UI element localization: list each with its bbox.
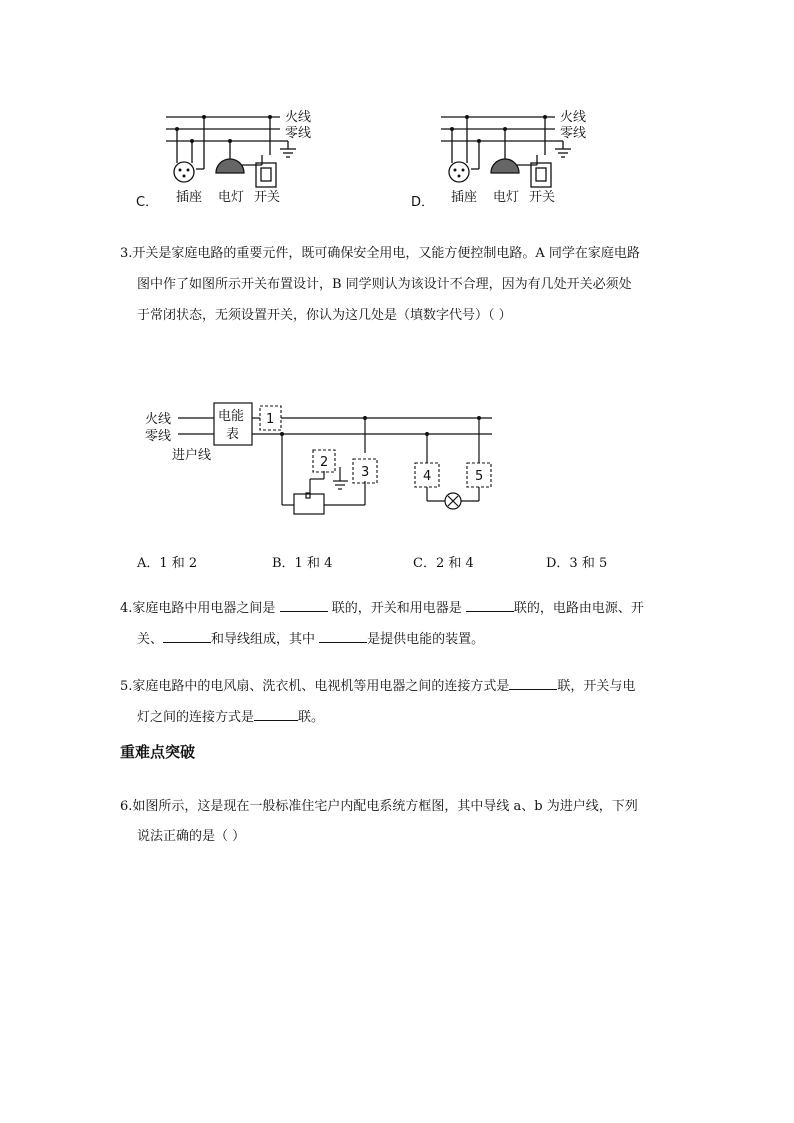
q5-blank-2[interactable] bbox=[254, 709, 298, 721]
q5-part-4: 联。 bbox=[298, 710, 325, 725]
q4-blank-1[interactable] bbox=[280, 600, 328, 612]
q5-part-3: 灯之间的连接方式是 bbox=[137, 710, 255, 725]
figure-c-letter: C． bbox=[136, 195, 159, 210]
option-b: B．1 和 4 bbox=[272, 556, 333, 571]
figure-c-lamp-label: 电灯 bbox=[218, 190, 245, 205]
q4-blank-2[interactable] bbox=[466, 600, 514, 612]
box-1-label: 1 bbox=[266, 412, 275, 427]
figure-d-neutral-label: 零线 bbox=[560, 126, 587, 141]
box-2-label: 2 bbox=[320, 455, 329, 470]
q4-part-1: 4.家庭电路中用电器之间是 bbox=[120, 601, 276, 616]
question-4-line-1 bbox=[120, 597, 644, 616]
figure-d-wiring-diagram bbox=[405, 105, 605, 210]
figure-c-live-label: 火线 bbox=[285, 110, 312, 125]
q4-blank-3[interactable] bbox=[163, 631, 211, 643]
question-5-line-2 bbox=[137, 706, 324, 725]
figure-c-socket-label: 插座 bbox=[176, 190, 203, 205]
option-a: A．1 和 2 bbox=[137, 556, 198, 571]
q4-part-3: 联的，电路由电源、开 bbox=[513, 601, 644, 616]
q4-blank-4[interactable] bbox=[319, 631, 367, 643]
figure-d-switch-label: 开关 bbox=[529, 190, 556, 205]
circuit-neutral-label: 零线 bbox=[145, 429, 172, 444]
q5-blank-1[interactable] bbox=[509, 678, 557, 690]
circuit-entry-label: 进户线 bbox=[172, 448, 212, 463]
question-3-line-2: 图中作了如图所示开关布置设计，B 同学则认为该设计不合理，因为有几处开关必须处 bbox=[137, 277, 632, 292]
option-c: C．2 和 4 bbox=[413, 556, 474, 571]
q4-part-6: 是提供电能的装置。 bbox=[367, 632, 485, 647]
figure-d-live-label: 火线 bbox=[560, 110, 587, 125]
figure-c-wiring-diagram bbox=[130, 105, 330, 210]
meter-label-bottom: 表 bbox=[226, 427, 240, 442]
household-circuit-diagram bbox=[140, 395, 520, 525]
q5-part-1: 5.家庭电路中的电风扇、洗衣机、电视机等用电器之间的连接方式是 bbox=[120, 679, 510, 694]
section-heading: 重难点突破 bbox=[120, 743, 196, 761]
question-5-line-1 bbox=[120, 675, 635, 694]
figure-d-socket-label: 插座 bbox=[451, 190, 478, 205]
box-5-label: 5 bbox=[475, 469, 484, 484]
question-3-line-1: 3.开关是家庭电路的重要元件，既可确保安全用电，又能方便控制电路。A 同学在家庭电路 bbox=[120, 246, 640, 261]
circuit-live-label: 火线 bbox=[145, 412, 172, 427]
q4-part-4: 关、 bbox=[137, 632, 164, 647]
question-6-line-1: 6.如图所示，这是现在一般标准住宅户内配电系统方框图，其中导线 a、b 为进户线，下列 bbox=[120, 799, 638, 814]
q4-part-2: 联的，开关和用电器是 bbox=[331, 601, 462, 616]
box-3-label: 3 bbox=[361, 465, 370, 480]
figure-d-lamp-label: 电灯 bbox=[493, 190, 520, 205]
question-6-line-2: 说法正确的是（ ） bbox=[137, 829, 246, 844]
q4-part-5: 和导线组成，其中 bbox=[211, 632, 316, 647]
meter-label-top: 电能 bbox=[218, 409, 245, 424]
option-d: D．3 和 5 bbox=[546, 556, 608, 571]
question-4-line-2 bbox=[137, 628, 484, 647]
figure-c-neutral-label: 零线 bbox=[285, 126, 312, 141]
figure-d-letter: D． bbox=[411, 195, 435, 210]
question-3-line-3: 于常闭状态，无须设置开关，你认为这几处是（填数字代号）（ ） bbox=[137, 308, 512, 323]
q5-part-2: 联，开关与电 bbox=[557, 679, 636, 694]
box-4-label: 4 bbox=[423, 469, 432, 484]
figure-c-switch-label: 开关 bbox=[254, 190, 281, 205]
